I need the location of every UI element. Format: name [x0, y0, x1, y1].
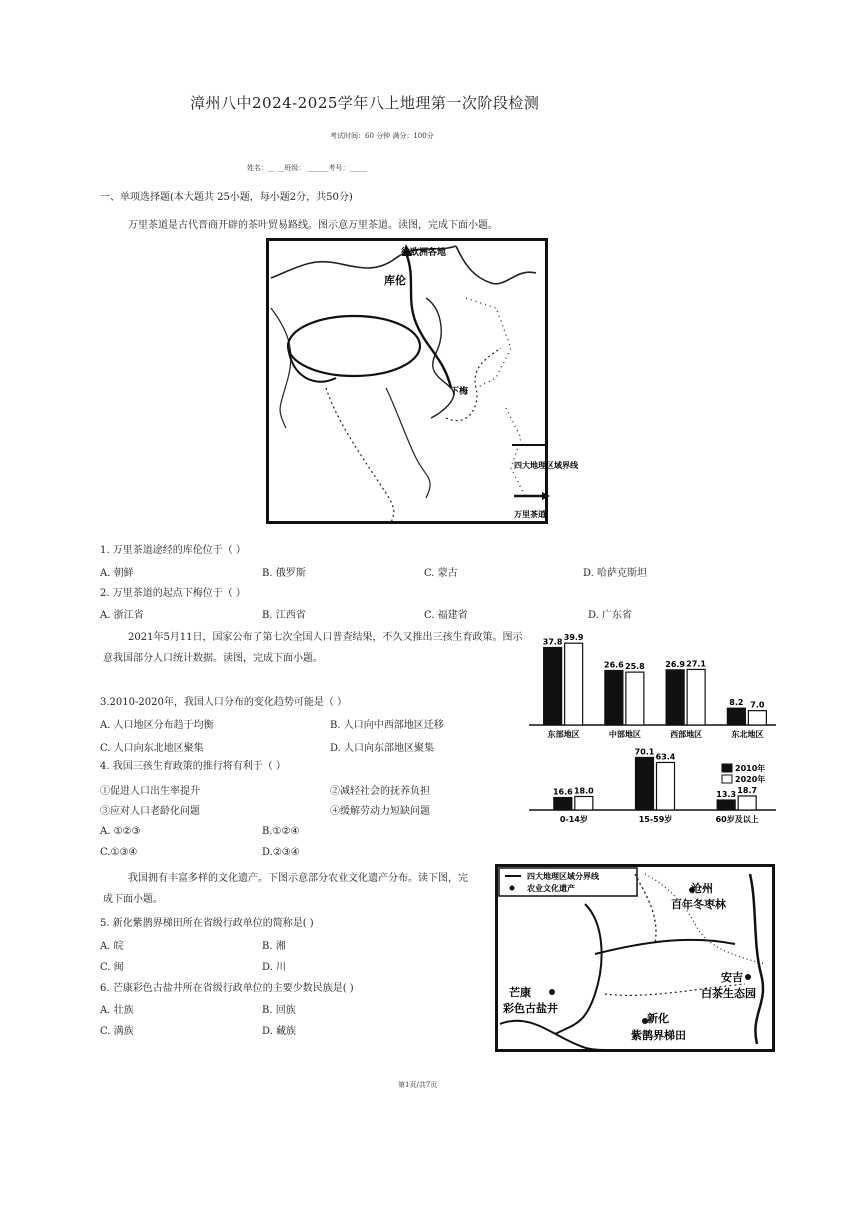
chart-data-label: 25.8: [625, 662, 645, 672]
q3-option-c[interactable]: C. 人口向东北地区聚集: [100, 743, 204, 754]
chart-data-label: 18.7: [737, 785, 758, 795]
chart-bar: [544, 648, 562, 725]
chart-category-label: 西部地区: [670, 730, 703, 739]
chart-bar: [554, 798, 572, 810]
chart-data-label: 13.3: [716, 790, 737, 800]
chart-bar: [636, 757, 654, 810]
page-title: 漳州八中2024-2025学年八上地理第一次阶段检测: [190, 94, 540, 112]
chart-bar: [727, 708, 745, 725]
chart-bar: [717, 800, 735, 810]
chart-bar: [666, 670, 684, 725]
label-kulun: 库伦: [384, 274, 406, 287]
chart-bar: [748, 711, 766, 725]
label-mangkang-salt: 彩色古盐井: [503, 1002, 558, 1015]
chart-data-label: 26.9: [665, 659, 685, 669]
q5-option-b[interactable]: B. 湘: [262, 941, 286, 952]
q4-item-3: ③应对人口老龄化问题: [100, 806, 200, 817]
chart-category-label: 中部地区: [608, 730, 641, 739]
q2-option-a[interactable]: A. 浙江省: [100, 610, 144, 621]
q6-option-c[interactable]: C. 满族: [100, 1026, 134, 1037]
chart-data-label: 7.0: [750, 700, 765, 710]
student-info: 姓名：__ __班级： ______考号：_____: [247, 164, 367, 172]
q1-option-a[interactable]: A. 朝鲜: [100, 568, 134, 579]
chart-category-label: 0-14岁: [559, 815, 588, 824]
passage-3-line1: 我国拥有丰富多样的文化遗产。下图示意部分农业文化遗产分布。读下图，完: [128, 873, 468, 884]
chart-category-label: 15-59岁: [638, 815, 673, 824]
chart-data-label: 39.9: [563, 633, 584, 643]
label-mangkang: 芒康: [509, 986, 531, 999]
legend-label: 2010年: [735, 764, 766, 773]
q1-stem: 1. 万里茶道途经的库伦位于（ ）: [100, 545, 246, 556]
chart-data-label: 8.2: [729, 698, 744, 708]
q4-item-4: ④缓解劳动力短缺问题: [330, 806, 430, 817]
q2-option-d[interactable]: D. 广东省: [588, 610, 633, 621]
q4-option-c[interactable]: C.①③④: [100, 847, 138, 858]
label-europe: 往欧洲各地: [401, 248, 447, 258]
chart-category-label: 东北地区: [731, 730, 764, 739]
chart-bar: [626, 672, 644, 725]
legend-route: 万里茶道: [514, 510, 546, 519]
q6-option-b[interactable]: B. 回族: [262, 1005, 296, 1016]
passage-2-line2: 意我国部分人口统计数据。读图，完成下面小题。: [103, 653, 323, 664]
chart-bar: [738, 796, 756, 810]
q6-stem: 6. 芒康彩色古盐井所在省级行政单位的主要少数民族是( ): [100, 983, 354, 994]
chart-data-label: 26.6: [604, 660, 624, 670]
q6-option-d[interactable]: D. 藏族: [262, 1026, 297, 1037]
legend-swatch: [722, 764, 732, 772]
chart-bar: [605, 670, 623, 725]
q6-option-a[interactable]: A. 壮族: [100, 1005, 134, 1016]
chart-bar: [687, 669, 705, 725]
tea-road-map: [266, 238, 578, 524]
passage-2-line1: 2021年5月11日，国家公布了第七次全国人口普查结果，不久又推出三孩生育政策。图示: [128, 632, 523, 643]
label-anji: 安吉: [721, 971, 743, 984]
heritage-map: [495, 864, 775, 1052]
q4-item-1: ①促进人口出生率提升: [100, 786, 200, 797]
chart-data-label: 70.1: [634, 747, 655, 757]
chart-category-label: 60岁及以上: [715, 815, 759, 824]
q5-option-c[interactable]: C. 闽: [100, 962, 124, 973]
q4-option-a[interactable]: A. ①②③: [100, 826, 141, 837]
chart-data-label: 37.8: [542, 637, 563, 647]
q2-stem: 2. 万里茶道的起点下梅位于（ ）: [100, 588, 246, 599]
q3-option-a[interactable]: A. 人口地区分布趋于均衡: [100, 720, 214, 731]
q4-option-b[interactable]: B.①②④: [262, 826, 300, 837]
label-anji-tea: 白茶生态园: [701, 987, 756, 1000]
q2-option-c[interactable]: C. 福建省: [424, 610, 468, 621]
q1-option-d[interactable]: D. 哈萨克斯坦: [583, 568, 648, 579]
chart-data-label: 27.1: [686, 659, 706, 669]
q4-option-d[interactable]: D.②③④: [262, 847, 300, 858]
passage-1: 万里茶道是古代晋商开辟的茶叶贸易路线。图示意万里茶道。读图，完成下面小题。: [128, 220, 498, 231]
q2-option-b[interactable]: B. 江西省: [262, 610, 306, 621]
chart-data-label: 18.0: [573, 786, 594, 796]
q5-stem: 5. 新化紫鹊界梯田所在省级行政单位的简称是( ): [100, 918, 314, 929]
q5-option-d[interactable]: D. 川: [262, 962, 287, 973]
q3-option-b[interactable]: B. 人口向中西部地区迁移: [330, 720, 444, 731]
chart-bar: [657, 762, 675, 810]
q3-stem: 3.2010-2020年，我国人口分布的变化趋势可能是（ ）: [100, 697, 347, 708]
chart-category-label: 东部地区: [547, 730, 580, 739]
q3-option-d[interactable]: D. 人口向东部地区聚集: [330, 743, 435, 754]
chart-data-label: 16.6: [552, 787, 573, 797]
section-heading: 一、单项选择题(本大题共 25小题，每小题2分，共50分): [100, 192, 353, 203]
q4-stem: 4. 我国三孩生育政策的推行将有利于（ ）: [100, 761, 286, 772]
legend-swatch: [722, 775, 732, 783]
label-xinhua-terrace: 紫鹊界梯田: [631, 1029, 686, 1042]
legend-heritage: 农业文化遗产: [527, 884, 575, 893]
label-cangzhou-dates: 百年冬枣林: [671, 898, 726, 911]
q4-item-2: ②减轻社会的抚养负担: [330, 786, 430, 797]
age-population-chart: [525, 748, 780, 826]
chart-data-label: 63.4: [655, 752, 676, 762]
label-cangzhou: 沧州: [691, 882, 713, 895]
region-population-chart: [525, 628, 780, 743]
label-xinhua: 新化: [647, 1012, 669, 1025]
exam-info: 考试时间：60 分钟 满分：100分: [330, 132, 434, 140]
label-xiamei: 下梅: [450, 387, 469, 397]
page-number: 第1页/共7页: [398, 1081, 438, 1089]
chart-bar: [575, 797, 593, 811]
legend-boundary: 四大地理区域分界线: [527, 872, 599, 881]
q1-option-b[interactable]: B. 俄罗斯: [262, 568, 306, 579]
legend-label: 2020年: [735, 775, 766, 784]
passage-3-line2: 成下面小题。: [103, 894, 163, 905]
legend-boundary: 四大地理区域界线: [514, 461, 578, 470]
q1-option-c[interactable]: C. 蒙古: [424, 568, 458, 579]
q5-option-a[interactable]: A. 皖: [100, 941, 124, 952]
chart-bar: [565, 643, 583, 725]
